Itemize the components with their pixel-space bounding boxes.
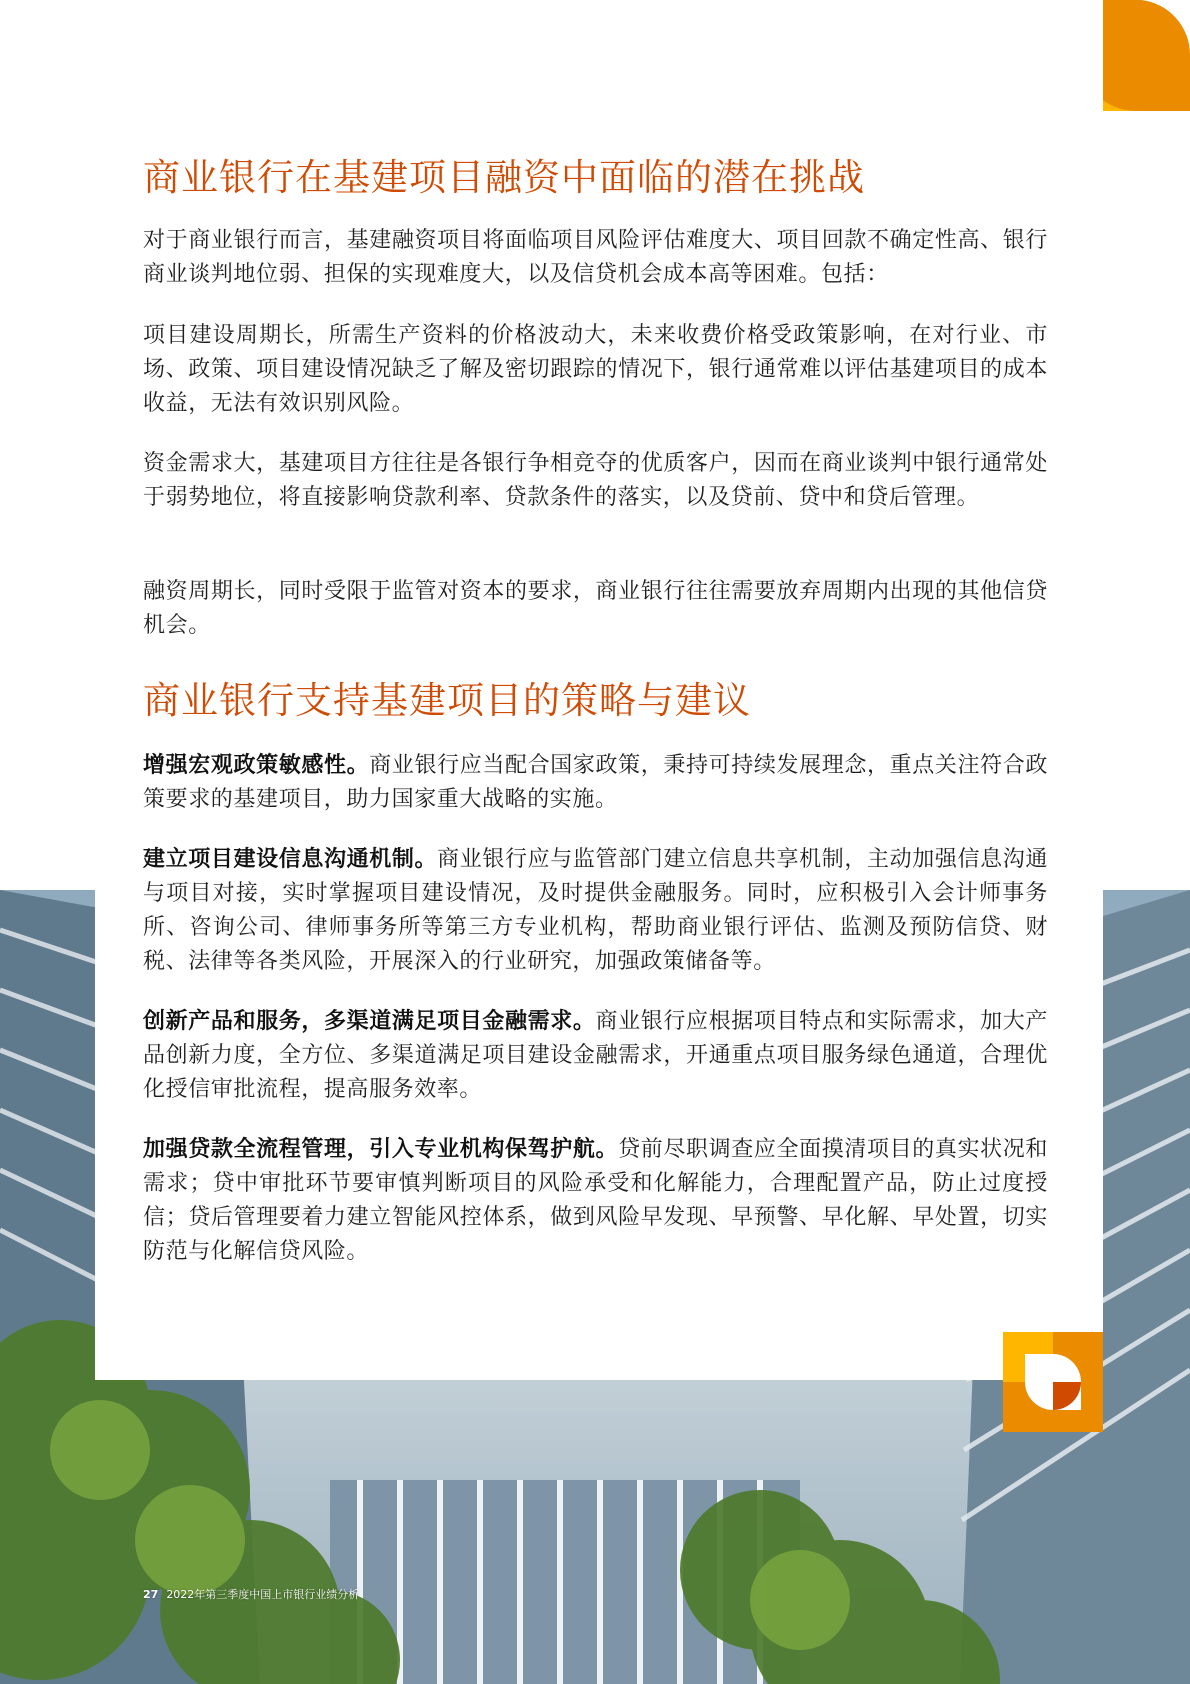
paragraph: 项目建设周期长，所需生产资料的价格波动大，未来收费价格受政策影响，在对行业、市场、政策、项目建设情况缺乏了解及密切跟踪的情况下，银行通常难以评估基建项目的成本收益，无法有效识别风险。 xyxy=(143,323,1048,416)
paragraph-lead: 增强宏观政策敏感性。 xyxy=(143,753,370,778)
paragraph: 资金需求大，基建项目方往往是各银行争相竞夺的优质客户，因而在商业谈判中银行通常处于弱势地位，将直接影响贷款利率、贷款条件的落实，以及贷前、贷中和贷后管理。 xyxy=(143,451,1048,510)
paragraph-lead: 加强贷款全流程管理，引入专业机构保驾护航。 xyxy=(143,1137,619,1162)
paragraph: 融资周期长，同时受限于监管对资本的要求，商业银行往往需要放弃周期内出现的其他信贷机会。 xyxy=(143,579,1048,638)
decorative-pattern-bottom xyxy=(1003,1332,1103,1432)
paragraph: 增强宏观政策敏感性。商业银行应当配合国家政策，秉持可持续发展理念，重点关注符合政策要求的基建项目，助力国家重大战略的实施。 xyxy=(143,753,1048,812)
section-title-challenges: 商业银行在基建项目融资中面临的潜在挑战 xyxy=(143,156,865,199)
paragraph-lead: 建立项目建设信息沟通机制。 xyxy=(143,847,438,872)
paragraph: 建立项目建设信息沟通机制。商业银行应与监管部门建立信息共享机制，主动加强信息沟通与项目对接，实时掌握项目建设情况，及时提供金融服务。同时，应积极引入会计师事务所、咨询公司、律师事务所等第三方专业机构，帮助商业银行评估、监测及预防信贷、财税、法律等各类风险，开展深入的行业研究，加强政策储备等。 xyxy=(143,847,1048,974)
paragraph-lead: 创新产品和服务，多渠道满足项目金融需求。 xyxy=(143,1009,596,1034)
paragraph: 创新产品和服务，多渠道满足项目金融需求。商业银行应根据项目特点和实际需求，加大产品创新力度，全方位、多渠道满足项目建设金融需求，开通重点项目服务绿色通道，合理优化授信审批流程，提高服务效率。 xyxy=(143,1009,1048,1102)
paragraph: 对于商业银行而言，基建融资项目将面临项目风险评估难度大、项目回款不确定性高、银行商业谈判地位弱、担保的实现难度大，以及信贷机会成本高等困难。包括： xyxy=(143,228,1048,287)
section-title-strategies: 商业银行支持基建项目的策略与建议 xyxy=(143,679,751,722)
paragraph: 加强贷款全流程管理，引入专业机构保驾护航。贷前尽职调查应全面摸清项目的真实状况和需求；贷中审批环节要审慎判断项目的风险承受和化解能力，合理配置产品，防止过度授信；贷后管理要着力建立智能风控体系，做到风险早发现、早预警、早化解、早处置，切实防范与化解信贷风险。 xyxy=(143,1137,1048,1264)
page-footer xyxy=(143,1586,359,1602)
page-number: 27 xyxy=(143,1588,159,1601)
publication-title: 2022年第三季度中国上市银行业绩分析 xyxy=(166,1588,360,1601)
